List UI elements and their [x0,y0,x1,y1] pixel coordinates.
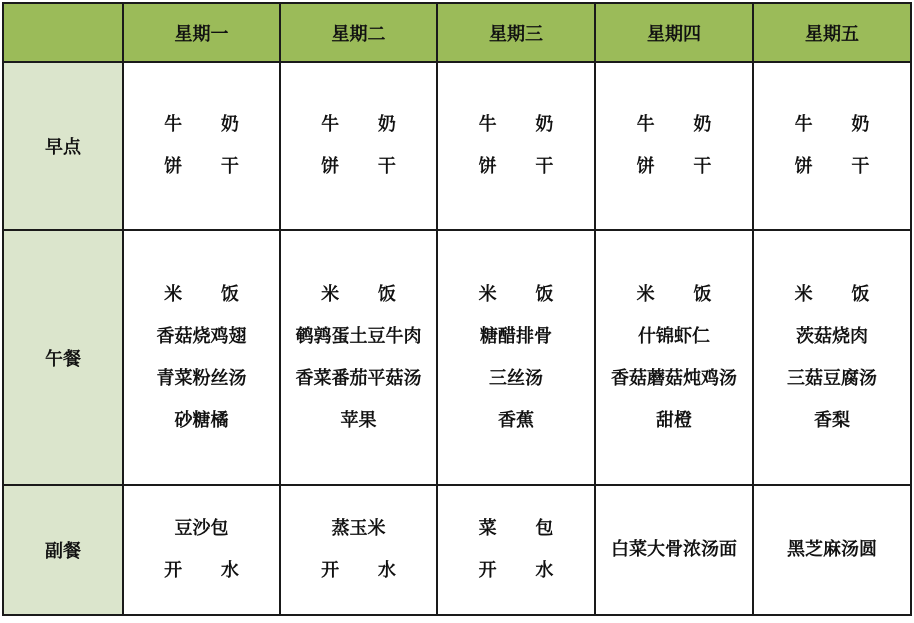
menu-item: 砂糖橘 [174,409,229,431]
header-row [3,3,911,62]
menu-cell [123,485,280,615]
breakfast-row [3,62,911,230]
menu-item: 米 饭 [478,283,570,305]
menu-item: 开 水 [164,560,256,581]
menu-item: 豆沙包 [174,518,229,539]
menu-cell [595,485,753,615]
day-header-mon: 星期一 [123,3,280,62]
menu-item: 开 水 [478,560,570,581]
menu-cell [595,230,753,485]
menu-item: 三丝汤 [489,367,543,389]
corner-cell [3,3,123,62]
row-label-breakfast: 早点 [3,62,123,230]
menu-item: 香蕉 [498,409,534,431]
menu-cell [437,62,595,230]
menu-item: 糖醋排骨 [480,325,552,347]
row-label-extra: 副餐 [3,485,123,615]
menu-item: 牛 奶 [794,114,886,135]
menu-cell [123,62,280,230]
menu-item: 甜橙 [656,409,692,431]
menu-item: 米 饭 [794,283,886,305]
menu-item: 香菜番茄平菇汤 [295,367,422,389]
menu-item: 白菜大骨浓汤面 [611,539,737,560]
menu-item: 香梨 [814,409,850,431]
menu-item: 菜 包 [478,518,570,539]
day-header-fri: 星期五 [753,3,911,62]
menu-item: 牛 奶 [478,114,570,135]
menu-item: 三菇豆腐汤 [787,367,877,389]
menu-item: 蒸玉米 [331,518,386,539]
menu-item: 苹果 [340,409,377,431]
menu-item: 开 水 [321,560,413,581]
extra-meal-row [3,485,911,615]
menu-item: 黑芝麻汤圆 [787,539,877,560]
menu-cell [753,230,911,485]
menu-item: 米 饭 [321,283,413,305]
menu-item: 饼 干 [321,156,413,177]
lunch-row [3,230,911,485]
row-label-lunch: 午餐 [3,230,123,485]
menu-item: 什锦虾仁 [638,325,710,347]
menu-item: 茨菇烧肉 [796,325,868,347]
menu-cell [437,485,595,615]
menu-cell [753,62,911,230]
weekly-menu-table [2,2,912,616]
menu-item: 饼 干 [636,156,728,177]
menu-item: 饼 干 [794,156,886,177]
day-header-tue: 星期二 [280,3,437,62]
menu-cell [280,62,437,230]
menu-item: 饼 干 [478,156,570,177]
menu-item: 鹌鹑蛋土豆牛肉 [295,325,422,347]
menu-cell [595,62,753,230]
menu-cell [280,485,437,615]
menu-cell [753,485,911,615]
menu-item: 青菜粉丝汤 [156,367,247,389]
menu-item: 牛 奶 [636,114,728,135]
day-header-wed: 星期三 [437,3,595,62]
menu-cell [123,230,280,485]
menu-item: 香菇烧鸡翅 [156,325,247,347]
menu-item: 牛 奶 [321,114,413,135]
day-header-thu: 星期四 [595,3,753,62]
menu-item: 米 饭 [164,283,256,305]
menu-item: 香菇蘑菇炖鸡汤 [611,367,737,389]
menu-cell [437,230,595,485]
menu-item: 饼 干 [164,156,256,177]
menu-item: 牛 奶 [164,114,256,135]
menu-cell [280,230,437,485]
menu-item: 米 饭 [636,283,728,305]
